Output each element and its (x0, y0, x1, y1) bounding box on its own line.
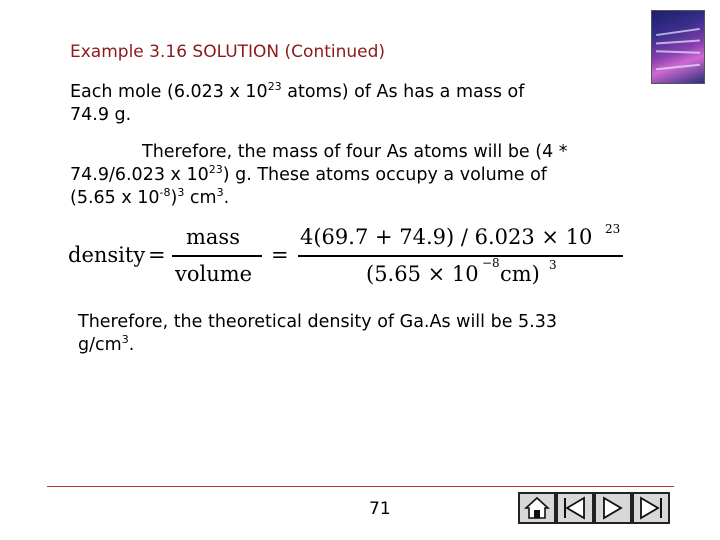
formula-equals: = (271, 243, 289, 267)
formula-equals: = (148, 243, 166, 267)
home-icon (524, 496, 550, 520)
fraction-bar (172, 255, 262, 257)
last-page-icon (638, 496, 664, 520)
superscript: 23 (208, 163, 223, 176)
formula-denominator-unit: cm) (500, 262, 540, 286)
text: cm (184, 188, 217, 208)
superscript: 3 (549, 258, 557, 272)
slide-title: Example 3.16 SOLUTION (Continued) (70, 42, 386, 62)
text: Therefore, the theoretical density of Ga.As will be 5.33 (78, 312, 557, 332)
formula-denominator-volume: volume (175, 262, 253, 286)
footer-rule (47, 486, 674, 487)
last-page-button[interactable] (632, 492, 670, 524)
formula-numerator-values: 4(69.7 + 74.9) / 6.023 × 10 (300, 225, 593, 249)
paragraph-four-atoms (70, 141, 568, 210)
superscript: 3 (216, 186, 224, 199)
next-page-icon (600, 496, 626, 520)
text: Therefore, the mass of four As atoms will be (4 * (142, 142, 568, 162)
text: . (128, 335, 135, 355)
paragraph-result (78, 311, 557, 357)
superscript: −8 (482, 256, 500, 270)
previous-page-button[interactable] (556, 492, 594, 524)
text: Each mole (6.023 x 10 (70, 82, 268, 102)
text: 74.9/6.023 x 10 (70, 165, 209, 185)
page-number: 71 (369, 499, 391, 519)
book-cover-thumbnail (651, 10, 705, 84)
text: g/cm (78, 335, 122, 355)
first-page-icon (562, 496, 588, 520)
fraction-bar (298, 255, 623, 257)
text: . (223, 188, 230, 208)
text: ) g. These atoms occupy a volume of (222, 165, 547, 185)
superscript: 23 (267, 80, 282, 93)
superscript: 3 (121, 333, 129, 346)
formula-denominator-values: (5.65 × 10 (366, 262, 479, 286)
formula-lhs: density (68, 243, 146, 267)
text: atoms) of As has a mass of (281, 82, 525, 102)
formula-numerator-mass: mass (186, 225, 240, 249)
paragraph-mole-mass (70, 81, 524, 127)
text: (5.65 x 10 (70, 188, 160, 208)
superscript: 3 (177, 186, 185, 199)
next-page-button[interactable] (594, 492, 632, 524)
density-formula (68, 222, 638, 297)
superscript: -8 (159, 186, 171, 199)
home-button[interactable] (518, 492, 556, 524)
text: ) (170, 188, 178, 208)
text: 74.9 g. (70, 105, 132, 125)
superscript: 23 (605, 222, 621, 236)
